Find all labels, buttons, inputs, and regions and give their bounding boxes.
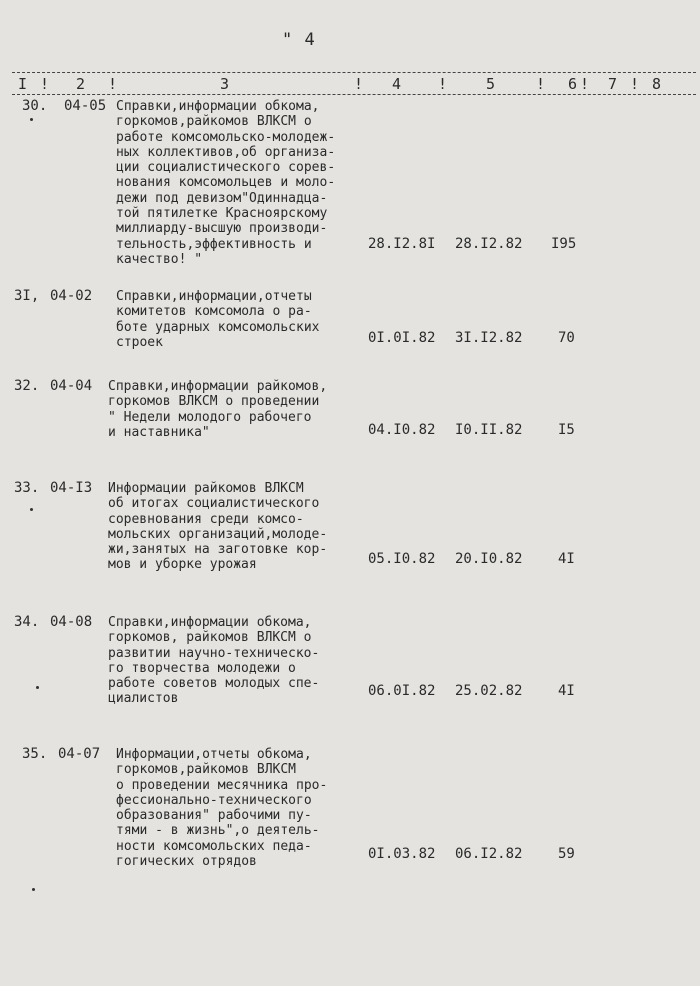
entry-code: 04-08 [50, 614, 93, 630]
entry-number: 34. [14, 614, 40, 630]
entry-sheet-count: 4I [558, 683, 575, 699]
header-col-6: 6 [568, 75, 578, 93]
header-col-1: I [18, 75, 28, 93]
header-separator: ! [630, 75, 640, 93]
header-bottom-rule [12, 94, 696, 95]
entry-sheet-count: 4I [558, 551, 575, 567]
scan-speck [36, 686, 39, 689]
entry-code: 04-05 [64, 98, 107, 114]
page-number: " 4 [282, 30, 316, 50]
entry-date-end: 3I.I2.82 [455, 330, 523, 346]
scan-speck [30, 508, 33, 511]
table-header [12, 72, 696, 98]
header-separator: ! [580, 75, 590, 93]
entry-description: Информации райкомов ВЛКСМ об итогах социалистического соревнования среди комсо- мольских организаций,молоде- жи,занятых на заготовке кор- мов и уборке урожая [108, 481, 328, 573]
header-col-3: 3 [220, 75, 230, 93]
entry-date-end: 06.I2.82 [455, 846, 523, 862]
entry-sheet-count: I5 [558, 422, 575, 438]
entry-date-start: 28.I2.8I [368, 236, 436, 252]
header-top-rule [12, 72, 696, 73]
entry-date-start: 0I.0I.82 [368, 330, 436, 346]
entry-sheet-count: 59 [558, 846, 575, 862]
entry-date-end: 28.I2.82 [455, 236, 523, 252]
header-separator: ! [108, 75, 118, 93]
entry-description: Справки,информации,отчеты комитетов комсомола о ра- боте ударных комсомольских строек [116, 289, 320, 350]
scan-speck [32, 888, 35, 891]
entry-number: 33. [14, 480, 40, 496]
entry-number: 30. [22, 98, 48, 114]
header-separator: ! [354, 75, 364, 93]
entry-code: 04-07 [58, 746, 101, 762]
entry-date-end: I0.II.82 [455, 422, 523, 438]
entry-date-start: 05.I0.82 [368, 551, 436, 567]
entry-sheet-count: I95 [551, 236, 577, 252]
entry-date-start: 0I.03.82 [368, 846, 436, 862]
entry-number: 35. [22, 746, 48, 762]
entry-description: Информации,отчеты обкома, горкомов,райкомов ВЛКСМ о проведении месячника про- фессионально-технического образования" рабочими пу- тями - в жизнь",о деятель- ности комсомольских педа- гогических отрядов [116, 747, 328, 870]
entry-date-start: 06.0I.82 [368, 683, 436, 699]
entry-description: Справки,информации райкомов, горкомов ВЛКСМ о проведении " Недели молодого рабочего и наставника" [108, 379, 328, 440]
header-col-8: 8 [652, 75, 662, 93]
entry-code: 04-04 [50, 378, 93, 394]
entry-description: Справки,информации обкома, горкомов,райкомов ВЛКСМ о работе комсомольско-молодеж- ных коллективов,об организа- ции социалистического сорев- нования комсомольцев и моло- дежи под девизом"Одиннадца- той пятилетке Красноярскому миллиарду-высшую производи- тельность,эффективность и качество! " [116, 99, 336, 267]
entry-number: 3I, [14, 288, 40, 304]
entry-sheet-count: 70 [558, 330, 575, 346]
header-separator: ! [438, 75, 448, 93]
entry-date-end: 25.02.82 [455, 683, 523, 699]
header-col-5: 5 [486, 75, 496, 93]
header-separator: ! [40, 75, 50, 93]
entry-date-end: 20.I0.82 [455, 551, 523, 567]
header-col-2: 2 [76, 75, 86, 93]
scan-speck [30, 118, 33, 121]
header-col-7: 7 [608, 75, 618, 93]
entry-number: 32. [14, 378, 40, 394]
entry-code: 04-I3 [50, 480, 93, 496]
header-separator: ! [536, 75, 546, 93]
entry-date-start: 04.I0.82 [368, 422, 436, 438]
header-col-4: 4 [392, 75, 402, 93]
entry-description: Справки,информации обкома, горкомов, райкомов ВЛКСМ о развитии научно-техническо- го творчества молодежи о работе советов молодых спе- циалистов [108, 615, 320, 707]
entry-code: 04-02 [50, 288, 93, 304]
